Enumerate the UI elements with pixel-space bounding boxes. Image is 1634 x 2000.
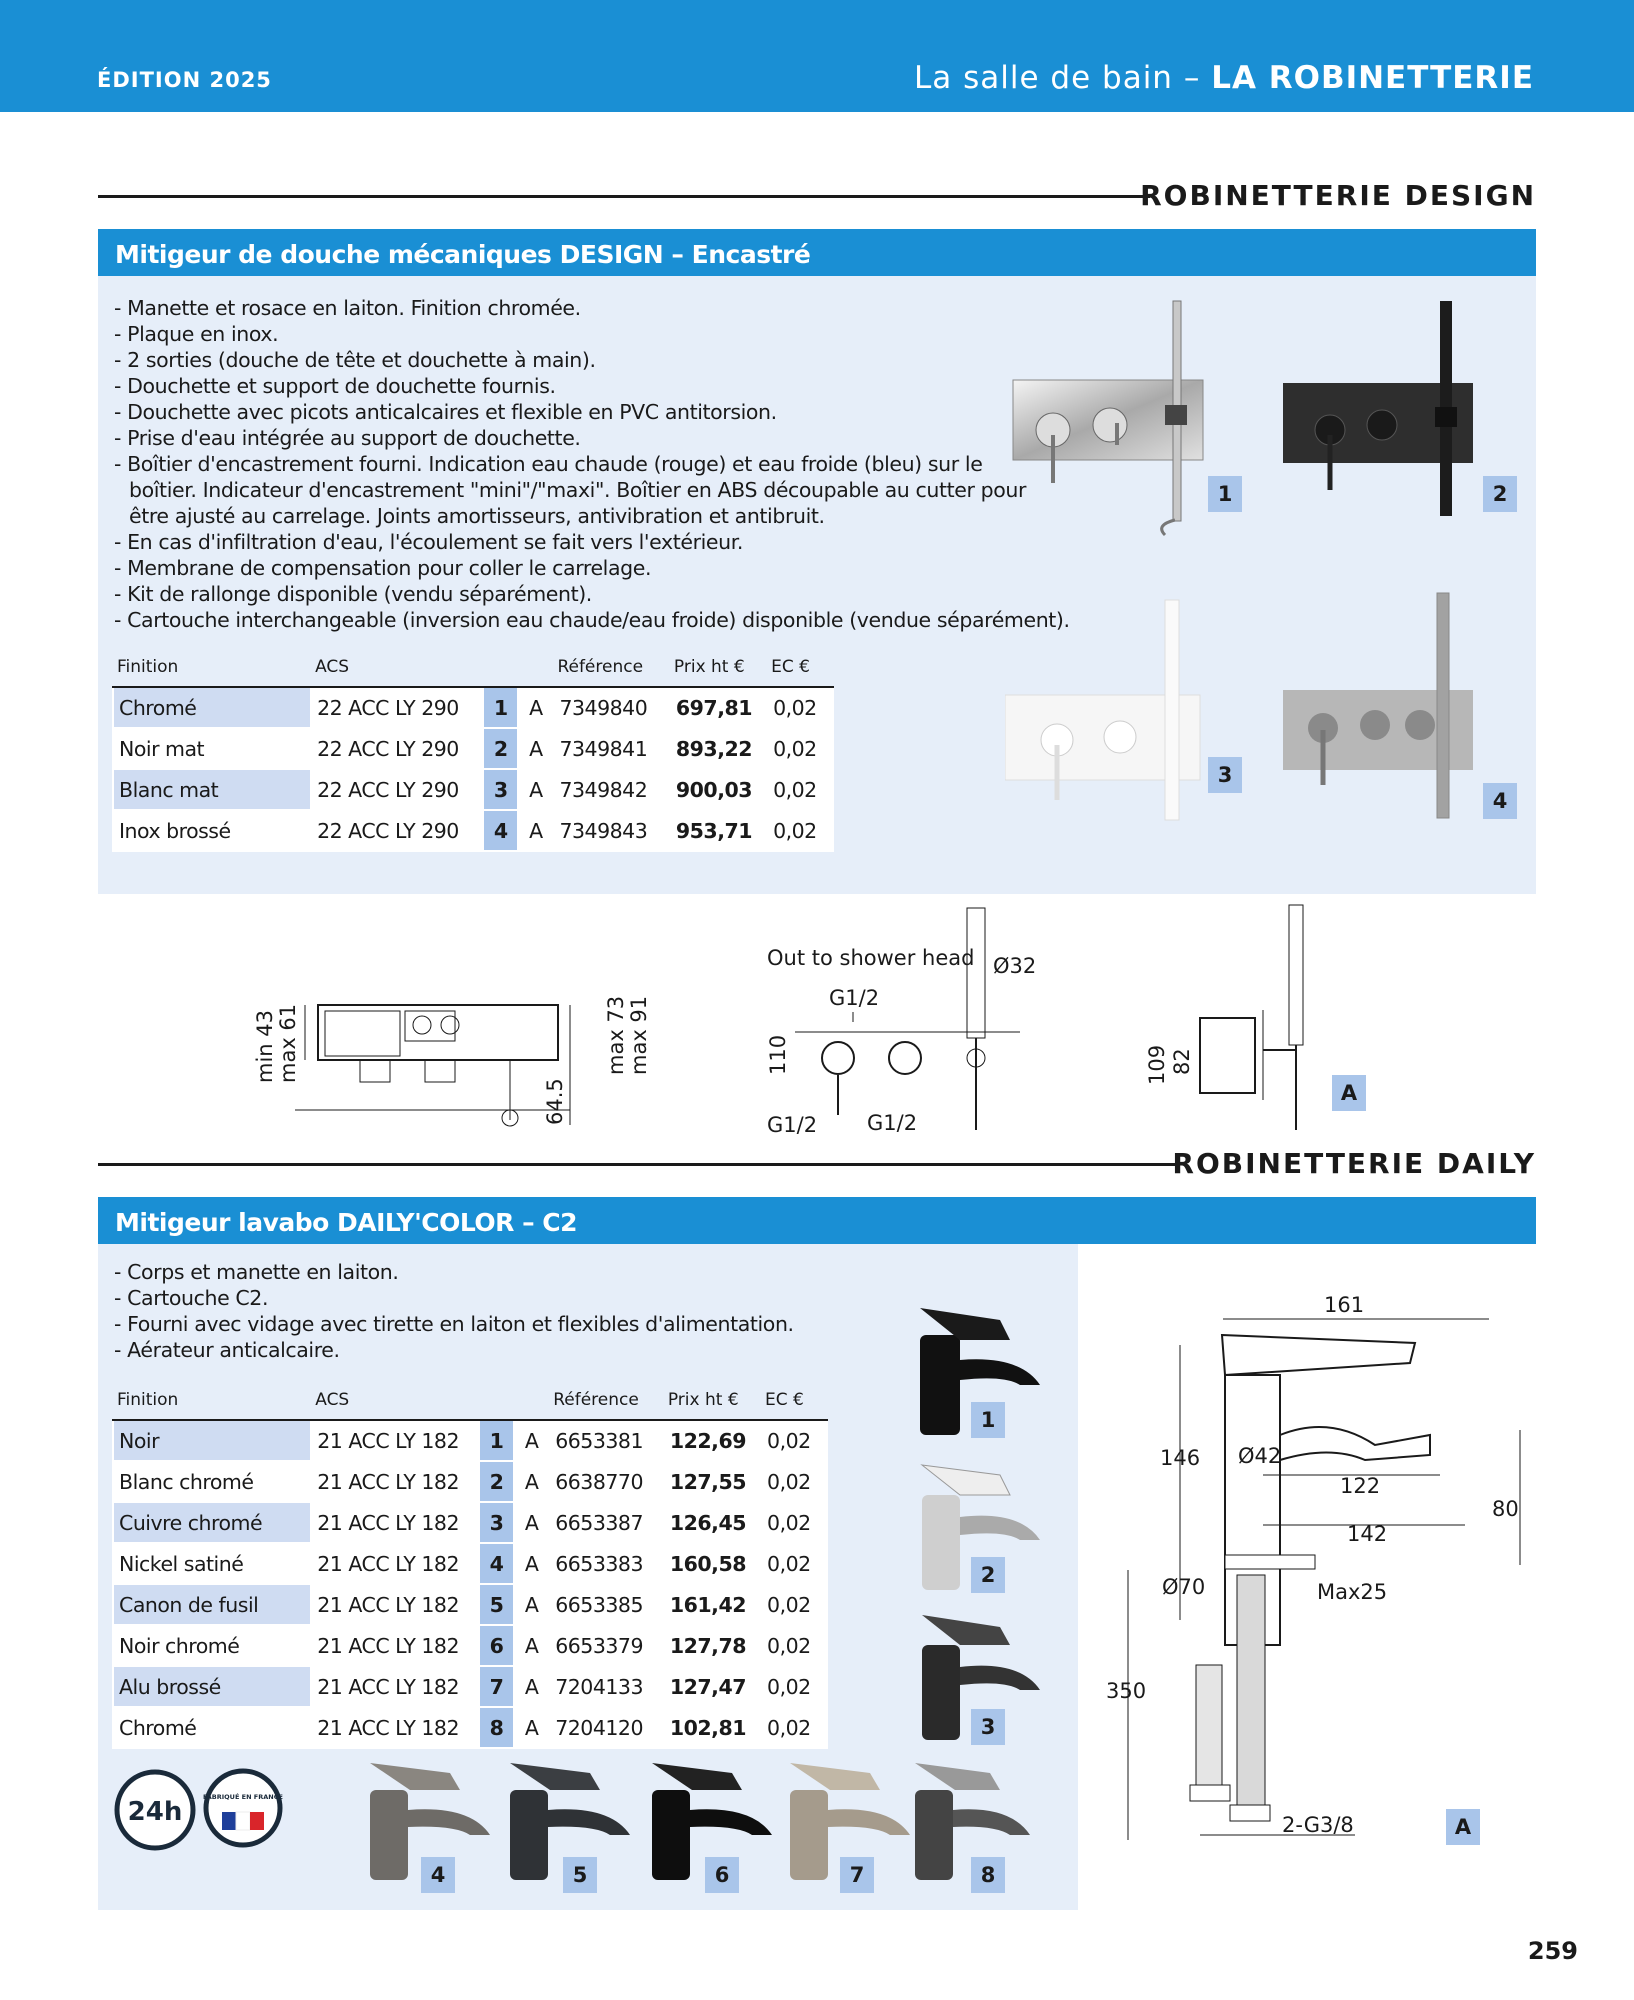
price-table-daily bbox=[112, 1381, 828, 1749]
front-view-drawing bbox=[745, 900, 1065, 1140]
feature-list bbox=[114, 295, 1124, 633]
cell-ec: 0,02 bbox=[761, 1666, 828, 1707]
dim-max61: max 61 bbox=[276, 1003, 300, 1083]
made-in-france-icon bbox=[202, 1767, 284, 1849]
table-row bbox=[113, 728, 834, 769]
delivery-24h-icon bbox=[112, 1767, 198, 1853]
side-view-drawing bbox=[1135, 900, 1315, 1140]
feature-item: - Cartouche interchangeable (inversion eau chaude/eau froide) disponible (vendue séparément). bbox=[114, 607, 1124, 633]
cell-finition: Nickel satiné bbox=[113, 1543, 311, 1584]
label-g12-top: G1/2 bbox=[829, 986, 880, 1010]
cell-ref: 6653387 bbox=[549, 1502, 664, 1543]
feature-item: - Cartouche C2. bbox=[114, 1285, 914, 1311]
cell-acs: 21 ACC LY 182 bbox=[311, 1707, 479, 1748]
label-out-to-shower-head: Out to shower head bbox=[767, 946, 975, 970]
feature-item: - Kit de rallonge disponible (vendu séparément). bbox=[114, 581, 1124, 607]
section-divider bbox=[98, 195, 1150, 198]
cell-ref: 7204133 bbox=[549, 1666, 664, 1707]
cell-num: 3 bbox=[479, 1502, 514, 1543]
embed-box-drawing bbox=[250, 975, 670, 1145]
cell-ec: 0,02 bbox=[761, 1584, 828, 1625]
label-g12-right: G1/2 bbox=[867, 1111, 918, 1135]
col-ec: EC € bbox=[767, 648, 834, 687]
badge-6: 6 bbox=[705, 1857, 739, 1893]
feature-item: - Plaque en inox. bbox=[114, 321, 1124, 347]
cell-ec: 0,02 bbox=[767, 728, 834, 769]
shower-panel-inox-image bbox=[1275, 590, 1475, 835]
faucet-dimension-drawing bbox=[1100, 1285, 1560, 1855]
shower-panel-black-image bbox=[1275, 295, 1475, 540]
top-banner bbox=[0, 0, 1634, 112]
cell-price: 161,42 bbox=[664, 1584, 761, 1625]
feature-item: - Corps et manette en laiton. bbox=[114, 1259, 914, 1285]
col-acs: ACS bbox=[311, 1381, 479, 1420]
cell-num: 7 bbox=[479, 1666, 514, 1707]
cell-letter: A bbox=[518, 728, 553, 769]
dim-142: 142 bbox=[1347, 1522, 1388, 1546]
cell-ref: 7204120 bbox=[549, 1707, 664, 1748]
cell-acs: 21 ACC LY 182 bbox=[311, 1502, 479, 1543]
price-table-design bbox=[112, 648, 834, 852]
cell-acs: 21 ACC LY 182 bbox=[311, 1666, 479, 1707]
badge-4: 4 bbox=[421, 1857, 455, 1893]
cell-finition: Noir chromé bbox=[113, 1625, 311, 1666]
badge-5: 5 bbox=[563, 1857, 597, 1893]
edition-label: ÉDITION 2025 bbox=[97, 68, 272, 92]
cell-letter: A bbox=[518, 687, 553, 728]
cell-price: 900,03 bbox=[670, 769, 767, 810]
cell-ec: 0,02 bbox=[761, 1543, 828, 1584]
feature-item: - Aérateur anticalcaire. bbox=[114, 1337, 914, 1363]
dim-82: 82 bbox=[1170, 1048, 1194, 1075]
dim-350: 350 bbox=[1106, 1679, 1147, 1703]
cell-finition: Chromé bbox=[113, 1707, 311, 1748]
cell-ec: 0,02 bbox=[767, 810, 834, 851]
dim-161: 161 bbox=[1324, 1293, 1365, 1317]
breadcrumb-bold: LA ROBINETTERIE bbox=[1211, 60, 1534, 96]
cell-letter: A bbox=[514, 1584, 549, 1625]
cell-acs: 21 ACC LY 182 bbox=[311, 1543, 479, 1584]
cell-num: 2 bbox=[483, 728, 518, 769]
dim-80: 80 bbox=[1492, 1497, 1519, 1521]
cell-price: 127,47 bbox=[664, 1666, 761, 1707]
cell-letter: A bbox=[514, 1420, 549, 1461]
dim-max91: max 91 bbox=[627, 995, 651, 1075]
cell-price: 160,58 bbox=[664, 1543, 761, 1584]
cell-ec: 0,02 bbox=[761, 1420, 828, 1461]
cell-num: 6 bbox=[479, 1625, 514, 1666]
col-finition: Finition bbox=[113, 1381, 311, 1420]
feature-item: - Douchette avec picots anticalcaires et flexible en PVC antitorsion. bbox=[114, 399, 1124, 425]
section-divider bbox=[98, 1163, 1180, 1166]
cell-ec: 0,02 bbox=[761, 1461, 828, 1502]
cell-letter: A bbox=[514, 1461, 549, 1502]
cell-ec: 0,02 bbox=[761, 1502, 828, 1543]
table-row bbox=[113, 769, 834, 810]
feature-item: - 2 sorties (douche de tête et douchette à main). bbox=[114, 347, 1124, 373]
dim-max73: max 73 bbox=[604, 995, 628, 1075]
cell-ref: 6653385 bbox=[549, 1584, 664, 1625]
cell-price: 122,69 bbox=[664, 1420, 761, 1461]
col-reference: Référence bbox=[553, 648, 669, 687]
feature-item: - Fourni avec vidage avec tirette en laiton et flexibles d'alimentation. bbox=[114, 1311, 914, 1337]
cell-ref: 7349842 bbox=[553, 769, 669, 810]
table-row bbox=[113, 687, 834, 728]
feature-item: - Manette et rosace en laiton. Finition chromée. bbox=[114, 295, 1124, 321]
cell-finition: Canon de fusil bbox=[113, 1584, 311, 1625]
cell-ref: 7349841 bbox=[553, 728, 669, 769]
cell-letter: A bbox=[514, 1707, 549, 1748]
cell-num: 5 bbox=[479, 1584, 514, 1625]
cell-finition: Blanc chromé bbox=[113, 1461, 311, 1502]
product-title: Mitigeur lavabo DAILY'COLOR – C2 bbox=[115, 1208, 578, 1237]
badge-1: 1 bbox=[1208, 476, 1242, 512]
shower-panel-white-image bbox=[1005, 595, 1205, 840]
cell-price: 127,78 bbox=[664, 1625, 761, 1666]
cell-letter: A bbox=[514, 1666, 549, 1707]
dim-122: 122 bbox=[1340, 1474, 1381, 1498]
cell-acs: 22 ACC LY 290 bbox=[311, 769, 483, 810]
cell-price: 953,71 bbox=[670, 810, 767, 851]
cell-finition: Cuivre chromé bbox=[113, 1502, 311, 1543]
badge-8: 8 bbox=[971, 1857, 1005, 1893]
table-row bbox=[113, 1625, 828, 1666]
table-row bbox=[113, 1461, 828, 1502]
table-row bbox=[113, 1420, 828, 1461]
cell-num: 3 bbox=[483, 769, 518, 810]
badge-4: 4 bbox=[1483, 783, 1517, 819]
table-row bbox=[113, 1666, 828, 1707]
cell-ref: 6653383 bbox=[549, 1543, 664, 1584]
cell-ec: 0,02 bbox=[767, 769, 834, 810]
cell-ec: 0,02 bbox=[761, 1625, 828, 1666]
cell-price: 893,22 bbox=[670, 728, 767, 769]
feature-list bbox=[114, 1259, 914, 1363]
cell-num: 4 bbox=[479, 1543, 514, 1584]
cell-acs: 21 ACC LY 182 bbox=[311, 1420, 479, 1461]
cell-ref: 7349840 bbox=[553, 687, 669, 728]
cell-letter: A bbox=[518, 769, 553, 810]
badge-a: A bbox=[1446, 1809, 1480, 1845]
dim-110: 110 bbox=[766, 1034, 790, 1075]
cell-finition: Noir bbox=[113, 1420, 311, 1461]
dim-64-5: 64.5 bbox=[543, 1078, 567, 1125]
badge-2: 2 bbox=[971, 1557, 1005, 1593]
section-title-design: ROBINETTERIE DESIGN bbox=[1140, 179, 1536, 212]
cell-finition: Alu brossé bbox=[113, 1666, 311, 1707]
cell-num: 1 bbox=[483, 687, 518, 728]
cell-price: 127,55 bbox=[664, 1461, 761, 1502]
section-breadcrumb bbox=[914, 60, 1534, 96]
table-row bbox=[113, 1584, 828, 1625]
logo-24h-text: 24h bbox=[127, 1797, 183, 1827]
dim-max25: Max25 bbox=[1317, 1580, 1388, 1604]
logo-france-text: FABRIQUÉ EN FRANCE bbox=[203, 1793, 283, 1801]
badge-2: 2 bbox=[1483, 476, 1517, 512]
badge-7: 7 bbox=[840, 1857, 874, 1893]
table-header-row bbox=[113, 1381, 828, 1420]
badge-a: A bbox=[1332, 1075, 1366, 1111]
shower-panel-chrome-image bbox=[1005, 295, 1205, 540]
col-prix: Prix ht € bbox=[670, 648, 767, 687]
cell-price: 126,45 bbox=[664, 1502, 761, 1543]
cell-num: 8 bbox=[479, 1707, 514, 1748]
col-prix: Prix ht € bbox=[664, 1381, 761, 1420]
col-reference: Référence bbox=[549, 1381, 664, 1420]
product-title-bar bbox=[98, 229, 1536, 276]
cell-acs: 21 ACC LY 182 bbox=[311, 1625, 479, 1666]
col-ec: EC € bbox=[761, 1381, 828, 1420]
product-title: Mitigeur de douche mécaniques DESIGN – Encastré bbox=[115, 240, 811, 269]
section-title-daily: ROBINETTERIE DAILY bbox=[1172, 1147, 1536, 1180]
cell-letter: A bbox=[518, 810, 553, 851]
cell-ref: 6653379 bbox=[549, 1625, 664, 1666]
product-title-bar bbox=[98, 1197, 1536, 1244]
breadcrumb-light: La salle de bain – bbox=[914, 60, 1201, 96]
feature-item: - Boîtier d'encastrement fourni. Indication eau chaude (rouge) et eau froide (bleu) sur le boîtier. Indicateur d'encastrement "mini"/"maxi". Boîtier en ABS découpable au cutter pour être ajusté au carrelage. Joints amortisseurs, antivibration et antibruit. bbox=[114, 451, 1029, 529]
table-header-row bbox=[113, 648, 834, 687]
cell-letter: A bbox=[514, 1625, 549, 1666]
table-row bbox=[113, 1543, 828, 1584]
cell-price: 102,81 bbox=[664, 1707, 761, 1748]
badge-3: 3 bbox=[1208, 757, 1242, 793]
cell-acs: 22 ACC LY 290 bbox=[311, 687, 483, 728]
dim-146: 146 bbox=[1160, 1446, 1201, 1470]
feature-item: - Membrane de compensation pour coller le carrelage. bbox=[114, 555, 1124, 581]
cell-ref: 6638770 bbox=[549, 1461, 664, 1502]
cell-ref: 6653381 bbox=[549, 1420, 664, 1461]
table-row bbox=[113, 1707, 828, 1748]
feature-item: - En cas d'infiltration d'eau, l'écoulement se fait vers l'extérieur. bbox=[114, 529, 1124, 555]
page-number: 259 bbox=[1527, 1937, 1578, 1965]
table-row bbox=[113, 810, 834, 851]
badge-3: 3 bbox=[971, 1709, 1005, 1745]
dim-min43: min 43 bbox=[253, 1010, 277, 1083]
cell-num: 4 bbox=[483, 810, 518, 851]
cell-ec: 0,02 bbox=[767, 687, 834, 728]
cell-letter: A bbox=[514, 1543, 549, 1584]
cell-finition: Noir mat bbox=[113, 728, 311, 769]
label-d32: Ø32 bbox=[993, 954, 1037, 978]
dim-109: 109 bbox=[1145, 1044, 1169, 1085]
cell-letter: A bbox=[514, 1502, 549, 1543]
cell-finition: Blanc mat bbox=[113, 769, 311, 810]
cell-acs: 22 ACC LY 290 bbox=[311, 728, 483, 769]
cell-finition: Inox brossé bbox=[113, 810, 311, 851]
cell-acs: 22 ACC LY 290 bbox=[311, 810, 483, 851]
feature-item: - Douchette et support de douchette fournis. bbox=[114, 373, 1124, 399]
cell-acs: 21 ACC LY 182 bbox=[311, 1584, 479, 1625]
feature-item: - Prise d'eau intégrée au support de douchette. bbox=[114, 425, 1124, 451]
table-row bbox=[113, 1502, 828, 1543]
cell-num: 2 bbox=[479, 1461, 514, 1502]
cell-price: 697,81 bbox=[670, 687, 767, 728]
label-g12-left: G1/2 bbox=[767, 1113, 818, 1137]
dim-d70: Ø70 bbox=[1162, 1575, 1206, 1599]
cell-acs: 21 ACC LY 182 bbox=[311, 1461, 479, 1502]
cell-ref: 7349843 bbox=[553, 810, 669, 851]
col-finition: Finition bbox=[113, 648, 311, 687]
dim-d42: Ø42 bbox=[1238, 1444, 1282, 1468]
cell-num: 1 bbox=[479, 1420, 514, 1461]
badge-1: 1 bbox=[971, 1402, 1005, 1438]
col-acs: ACS bbox=[311, 648, 483, 687]
dim-2-g3-8: 2-G3/8 bbox=[1282, 1813, 1354, 1837]
cell-finition: Chromé bbox=[113, 687, 311, 728]
cell-ec: 0,02 bbox=[761, 1707, 828, 1748]
